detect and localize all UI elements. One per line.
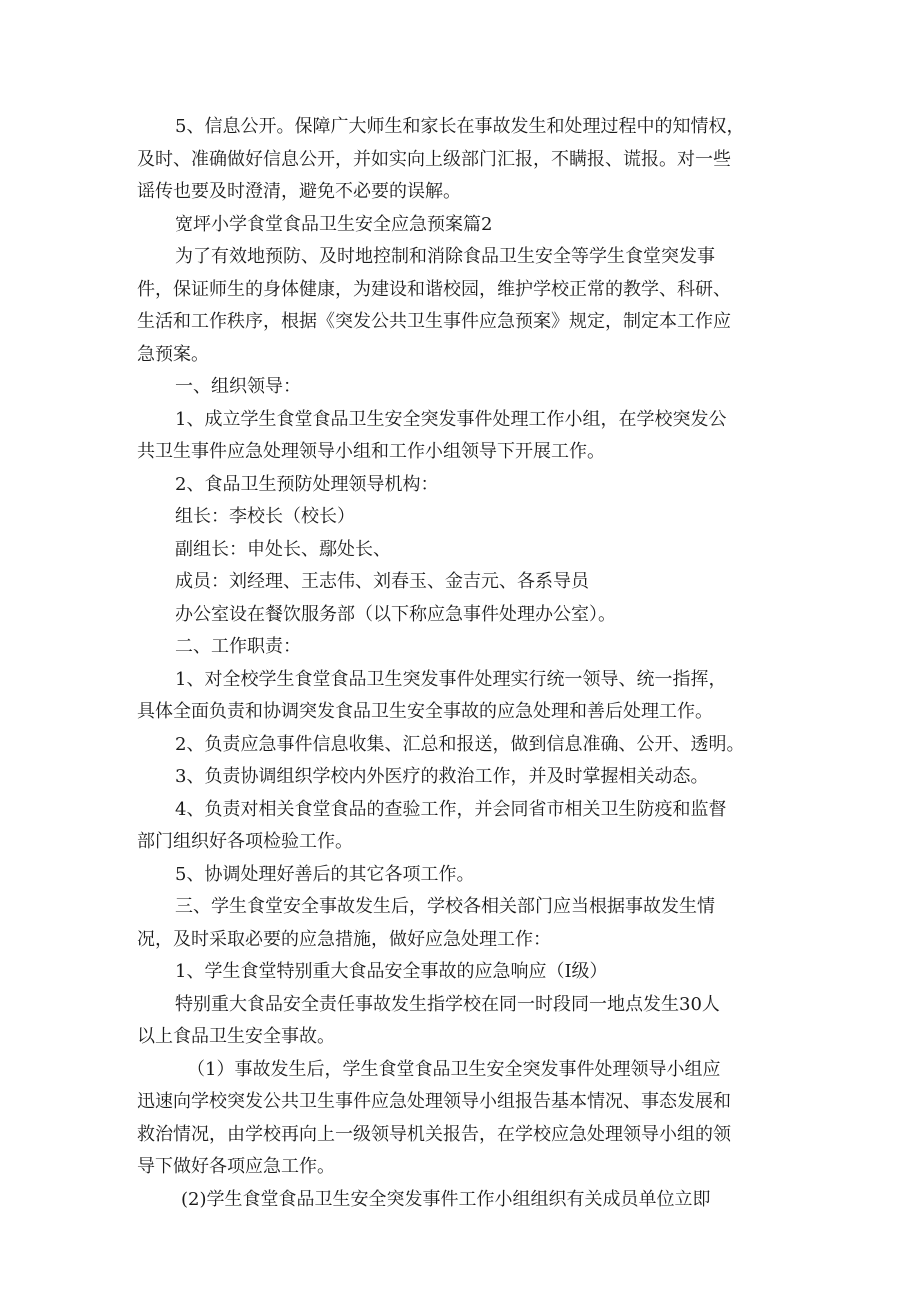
- text-line: 救治情况，由学校再向上一级领导机关报告，在学校应急处理领导小组的领: [137, 1123, 731, 1145]
- text-line: 1、成立学生食堂食品卫生安全突发事件处理工作小组，在学校突发公: [175, 408, 727, 430]
- text-line: 及时、准确做好信息公开，并如实向上级部门汇报，不瞒报、谎报。对一些: [137, 148, 731, 170]
- section-title: 宽坪小学食堂食品卫生安全应急预案篇2: [175, 213, 493, 235]
- text-line: 副组长：申处长、鄢处长、: [175, 538, 391, 560]
- text-line: 急预案。: [137, 343, 209, 365]
- text-line: 特别重大食品安全责任事故发生指学校在同一时段同一地点发生30人: [175, 993, 720, 1015]
- text-line: 办公室设在餐饮服务部（以下称应急事件处理办公室）。: [175, 603, 616, 625]
- text-line: 1、对全校学生食堂食品卫生突发事件处理实行统一领导、统一指挥，: [175, 668, 727, 690]
- section-heading: 二、工作职责：: [175, 636, 301, 657]
- text-line: 以上食品卫生安全事故。: [137, 1026, 335, 1047]
- text-line: 共卫生事件应急处理领导小组和工作小组领导下开展工作。: [137, 441, 605, 462]
- text-line: 2、负责应急事件信息收集、汇总和报送，做到信息准确、公开、透明。: [175, 733, 745, 755]
- text-line: (2)学生食堂食品卫生安全突发事件工作小组组织有关成员单位立即: [181, 1188, 711, 1210]
- text-line: 为了有效地预防、及时地控制和消除食品卫生安全等学生食堂突发事: [175, 246, 715, 267]
- text-line: 4、负责对相关食堂食品的查验工作，并会同省市相关卫生防疫和监督: [175, 798, 727, 820]
- text-line: 况，及时采取必要的应急措施，做好应急处理工作：: [137, 928, 551, 950]
- section-heading: 三、学生食堂安全事故发生后，学校各相关部门应当根据事故发生情: [175, 896, 715, 917]
- text-line: 2、食品卫生预防处理领导机构：: [175, 473, 439, 495]
- document-body: [137, 111, 797, 1216]
- text-line: 生活和工作秩序，根据《突发公共卫生事件应急预案》规定，制定本工作应: [137, 311, 731, 332]
- text-line: （1）事故发生后，学生食堂食品卫生安全突发事件处理领导小组应: [187, 1058, 721, 1080]
- text-line: 3、负责协调组织学校内外医疗的救治工作，并及时掌握相关动态。: [175, 766, 709, 787]
- text-line: 1、学生食堂特别重大食品安全事故的应急响应（Ⅰ级）: [175, 961, 608, 982]
- section-heading: 一、组织领导：: [175, 376, 301, 397]
- text-line: 部门组织好各项检验工作。: [137, 831, 353, 852]
- text-line: 5、协调处理好善后的其它各项工作。: [175, 863, 475, 885]
- text-line: 5、信息公开。保障广大师生和家长在事故发生和处理过程中的知情权，: [175, 116, 745, 137]
- text-line: 件，保证师生的身体健康，为建设和谐校园，维护学校正常的教学、科研、: [137, 278, 731, 300]
- text-line: 组长：李校长（校长）: [175, 506, 355, 527]
- text-line: 成员：刘经理、王志伟、刘春玉、金吉元、各系导员: [175, 571, 589, 592]
- text-line: 导下做好各项应急工作。: [137, 1156, 335, 1177]
- text-line: 迅速向学校突发公共卫生事件应急处理领导小组报告基本情况、事态发展和: [137, 1091, 731, 1112]
- text-line: 具体全面负责和协调突发食品卫生安全事故的应急处理和善后处理工作。: [137, 701, 713, 722]
- text-line: 谣传也要及时澄清，避免不必要的误解。: [137, 181, 461, 202]
